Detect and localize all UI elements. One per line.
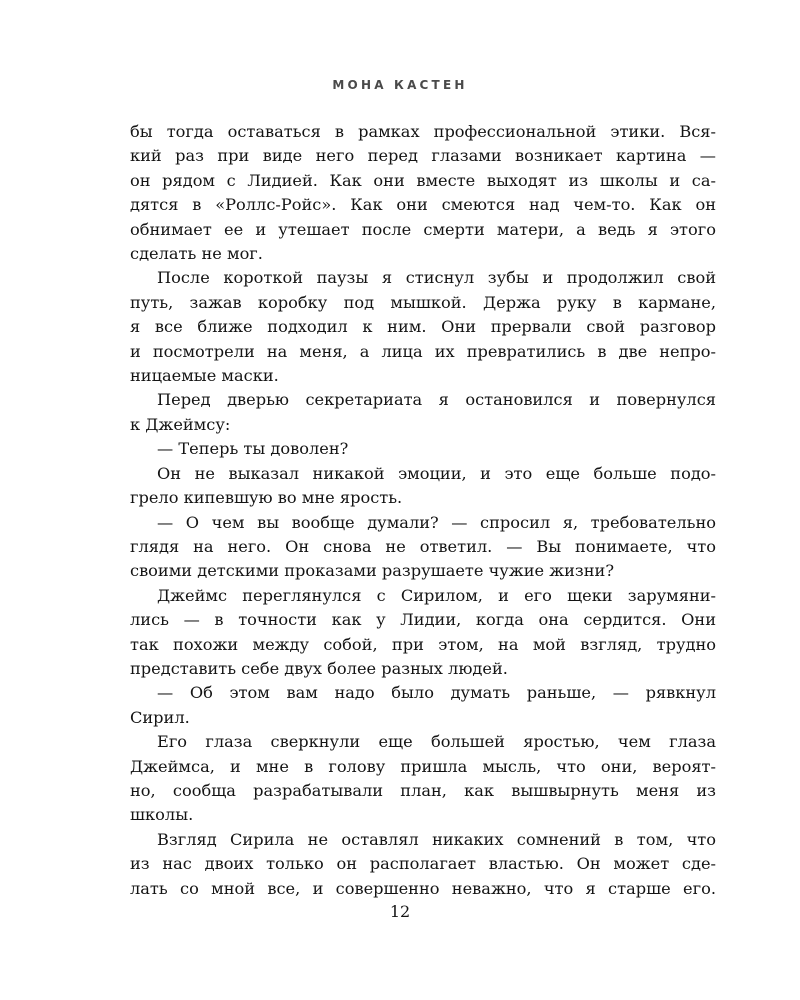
text-line: путь, зажав коробку под мышкой. Держа руку в кармане, [130,292,716,312]
text-line: представить себе двух более разных людей. [130,658,508,678]
text-line: к Джеймсу: [130,414,231,434]
text-line: кий раз при виде него перед глазами возникает картина — [130,146,716,166]
text-line: своими детскими проказами разрушаете чужие жизни? [130,561,614,581]
text-line: Джеймса, и мне в голову пришла мысль, что они, вероят- [130,756,716,776]
page-number: 12 [389,902,411,921]
text-line: я все ближе подходил к ним. Они прервали свой разговор [130,317,716,337]
text-line: Взгляд Сирила не оставлял никаких сомнений в том, что [157,829,716,849]
text-line: Он не выказал никакой эмоции, и это еще больше подо- [157,463,716,483]
text-line: грело кипевшую во мне ярость. [130,488,403,508]
text-line: и посмотрели на меня, а лица их превратились в две непро- [130,341,716,361]
text-line: Перед дверью секретариата я остановился и повернулся [157,390,716,410]
text-line: — Теперь ты доволен? [157,439,349,459]
text-line: обнимает ее и утешает после смерти матери, а ведь я этого [130,219,716,239]
text-line: После короткой паузы я стиснул зубы и продолжил свой [157,268,716,288]
text-line: лать со мной все, и совершенно неважно, что я старше его. [130,878,716,898]
text-line: из нас двоих только он располагает властью. Он может сде- [130,854,716,874]
text-line: Сирил. [130,707,190,727]
text-line: он рядом с Лидией. Как они вместе выходят из школы и са- [130,170,716,190]
text-line: лись — в точности как у Лидии, когда она сердится. Они [130,610,716,630]
text-line: Его глаза сверкнули еще большей яростью, чем глаза [157,732,716,752]
text-line: — Об этом вам надо было думать раньше, — рявкнул [157,683,716,703]
text-line: Джеймс переглянулся с Сирилом, и его щеки зарумяни- [157,585,716,605]
text-line: так похожи между собой, при этом, на мой взгляд, трудно [130,634,716,654]
running-header-author: МОНА КАСТЕН [332,78,468,92]
text-line: но, сообща разрабатывали план, как вышвырнуть меня из [130,780,716,800]
text-line: дятся в «Роллс-Ройс». Как они смеются над чем-то. Как он [130,195,716,215]
text-line: ницаемые маски. [130,366,279,386]
text-line: — О чем вы вообще думали? — спросил я, требовательно [157,512,716,532]
text-line: школы. [130,805,194,825]
text-line: бы тогда оставаться в рамках профессиональной этики. Вся- [130,122,716,141]
text-line: сделать не мог. [130,244,263,264]
text-line: глядя на него. Он снова не ответил. — Вы понимаете, что [130,536,716,556]
body-text [130,120,716,901]
